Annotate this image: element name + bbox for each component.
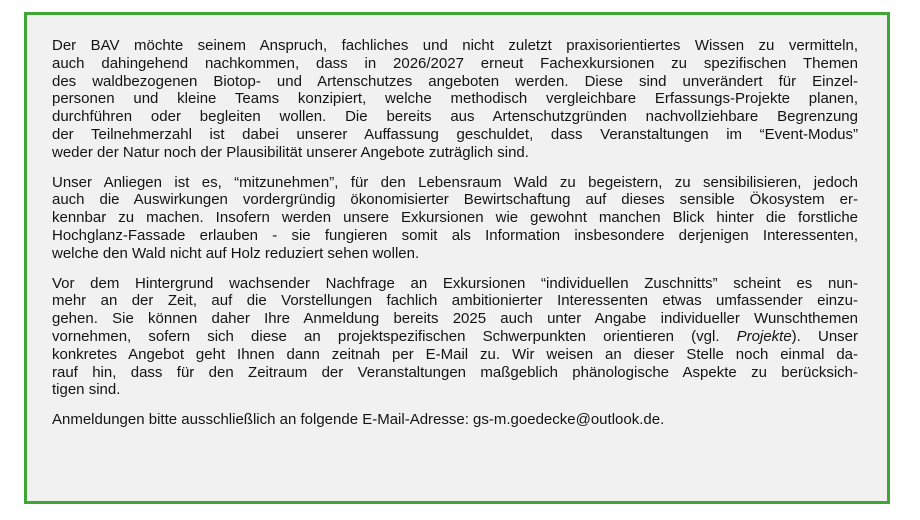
text-line: rauf hin, dass für den Zeitraum der Veranstaltungen maßgeblich phänologische Aspekte zu berücksich- <box>52 363 858 381</box>
paragraph-anmeldung <box>52 411 858 429</box>
text-line: Der BAV möchte seinem Anspruch, fachliches und nicht zuletzt praxisorientiertes Wissen zu vermitteln, <box>52 37 858 54</box>
text-line: des waldbezogenen Biotop- und Artenschutzes angeboten werden. Diese sind unverändert für Einzel- <box>52 72 858 90</box>
projekte-link[interactable]: Projekte <box>736 327 792 345</box>
paragraph-intro <box>52 37 858 162</box>
text-line-with-emphasis <box>52 328 858 346</box>
text-line: Unser Anliegen ist es, “mitzunehmen”, für den Lebensraum Wald zu begeistern, zu sensibilisieren, jedoch <box>52 173 858 191</box>
text-line: weder der Natur noch der Plausibilität unserer Angebote zuträglich sind. <box>52 143 529 161</box>
text-line: mehr an der Zeit, auf die Vorstellungen fachlich ambitionierter Interessenten etwas umfassender einzu- <box>52 292 858 310</box>
text-line: konkretes Angebot geht Ihnen dann zeitnah per E-Mail zu. Wir weisen an dieser Stelle noch einmal da- <box>52 345 858 363</box>
text-line: Vor dem Hintergrund wachsender Nachfrage an Exkursionen “individuellen Zuschnitts” scheint es nun- <box>52 274 858 292</box>
text-line: welche den Wald nicht auf Holz reduziert sehen wollen. <box>52 244 420 262</box>
text-line: personen und kleine Teams konzipiert, welche methodisch vergleichbare Erfassungs-Projekte planen, <box>52 90 858 108</box>
registration-email-text: Anmeldungen bitte ausschließlich an folgende E-Mail-Adresse: gs-m.goedecke@outlook.de. <box>52 411 665 429</box>
text-line: kennbar zu machen. Insofern werden unsere Exkursionen wie gewohnt manchen Blick hinter die forstliche <box>52 209 858 227</box>
notice-box <box>24 12 890 504</box>
text-line: durchführen oder begleiten wollen. Die bereits aus Artenschutzgründen nachvollziehbare Begrenzung <box>52 108 858 126</box>
text-fragment: vornehmen, sofern sich diese an projektspezifischen Schwerpunkten orientieren (vgl. <box>52 327 737 345</box>
paragraph-hintergrund <box>52 275 858 400</box>
text-line: auch dahingehend nachkommen, dass in 2026/2027 erneut Fachexkursionen zu spezifischen Themen <box>52 54 858 72</box>
text-line: der Teilnehmerzahl ist dabei unserer Auffassung geschuldet, dass Veranstaltungen im “Event-Modus” <box>52 125 858 143</box>
text-line: Hochglanz-Fassade erlauben - sie fungieren somit als Information insbesondere derjenigen Interessenten, <box>52 226 858 244</box>
text-line: auch die Auswirkungen vordergründig ökonomisierter Bewirtschaftung auf dieses sensible Ökosystem er- <box>52 191 858 209</box>
paragraph-anliegen <box>52 174 858 263</box>
text-line: gehen. Sie können daher Ihre Anmeldung bereits 2025 auch unter Angabe individueller Wunschthemen <box>52 310 858 328</box>
text-fragment: ). Unser <box>791 327 858 345</box>
text-line: tigen sind. <box>52 381 121 399</box>
